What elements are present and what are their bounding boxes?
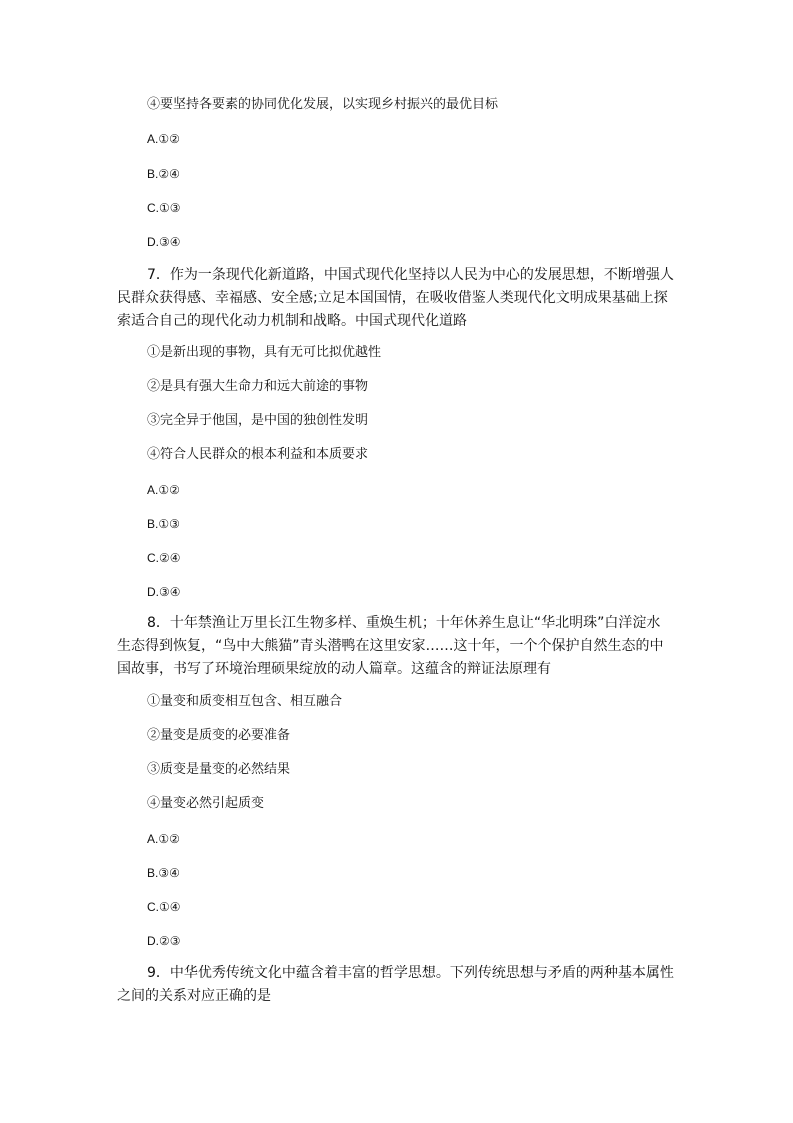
q6-statement-4: ④要坚持各要素的协同优化发展，以实现乡村振兴的最优目标 bbox=[147, 97, 499, 112]
q8-statement-1: ①量变和质变相互包含、相互融合 bbox=[147, 694, 343, 709]
q7-stem-line-2: 民群众获得感、幸福感、安全感;立足本国国情，在吸收借鉴人类现代化文明成果基础上探 bbox=[117, 290, 668, 306]
q7-stem bbox=[117, 264, 677, 333]
q7-option-c: C.②④ bbox=[147, 551, 181, 565]
q7-option-a: A.①② bbox=[147, 483, 180, 497]
q8-stem-line-3: 国故事，书写了环境治理硕果绽放的动人篇章。这蕴含的辩证法原理有 bbox=[117, 661, 551, 677]
q8-option-a: A.①② bbox=[147, 832, 180, 846]
q6-option-b: B.②④ bbox=[147, 167, 180, 181]
q7-stem-line-3: 索适合自己的现代化动力机制和战略。中国式现代化道路 bbox=[117, 313, 467, 329]
q8-stem bbox=[117, 612, 677, 681]
q8-statement-2: ②量变是质变的必要准备 bbox=[147, 728, 291, 743]
q9-stem-line-2: 之间的关系对应正确的是 bbox=[117, 988, 271, 1004]
q7-option-d: D.③④ bbox=[147, 585, 181, 599]
q7-statement-3: ③完全异于他国，是中国的独创性发明 bbox=[147, 413, 369, 428]
q8-statement-4: ④量变必然引起质变 bbox=[147, 796, 265, 811]
q9-stem-line-1: 9．中华优秀传统文化中蕴含着丰富的哲学思想。下列传统思想与矛盾的两种基本属性 bbox=[147, 965, 674, 981]
q7-stem-line-1: 7．作为一条现代化新道路，中国式现代化坚持以人民为中心的发展思想，不断增强人 bbox=[147, 267, 674, 283]
q9-stem bbox=[117, 962, 677, 1008]
q7-option-b: B.①③ bbox=[147, 517, 180, 531]
q6-option-d: D.③④ bbox=[147, 235, 181, 249]
q7-statement-1: ①是新出现的事物，具有无可比拟优越性 bbox=[147, 345, 382, 360]
q6-option-a: A.①② bbox=[147, 132, 180, 146]
q8-statement-3: ③质变是量变的必然结果 bbox=[147, 762, 291, 777]
q7-statement-2: ②是具有强大生命力和远大前途的事物 bbox=[147, 379, 369, 394]
q8-option-d: D.②③ bbox=[147, 934, 181, 948]
q7-statement-4: ④符合人民群众的根本利益和本质要求 bbox=[147, 447, 369, 462]
q8-option-b: B.③④ bbox=[147, 866, 180, 880]
q8-stem-line-1: 8．十年禁渔让万里长江生物多样、重焕生机；十年休养生息让“华北明珠”白洋淀水 bbox=[147, 615, 661, 631]
q6-option-c: C.①③ bbox=[147, 201, 181, 215]
q8-option-c: C.①④ bbox=[147, 900, 181, 914]
q8-stem-line-2: 生态得到恢复，“鸟中大熊猫”青头潜鸭在这里安家……这十年，一个个保护自然生态的中 bbox=[117, 638, 664, 654]
